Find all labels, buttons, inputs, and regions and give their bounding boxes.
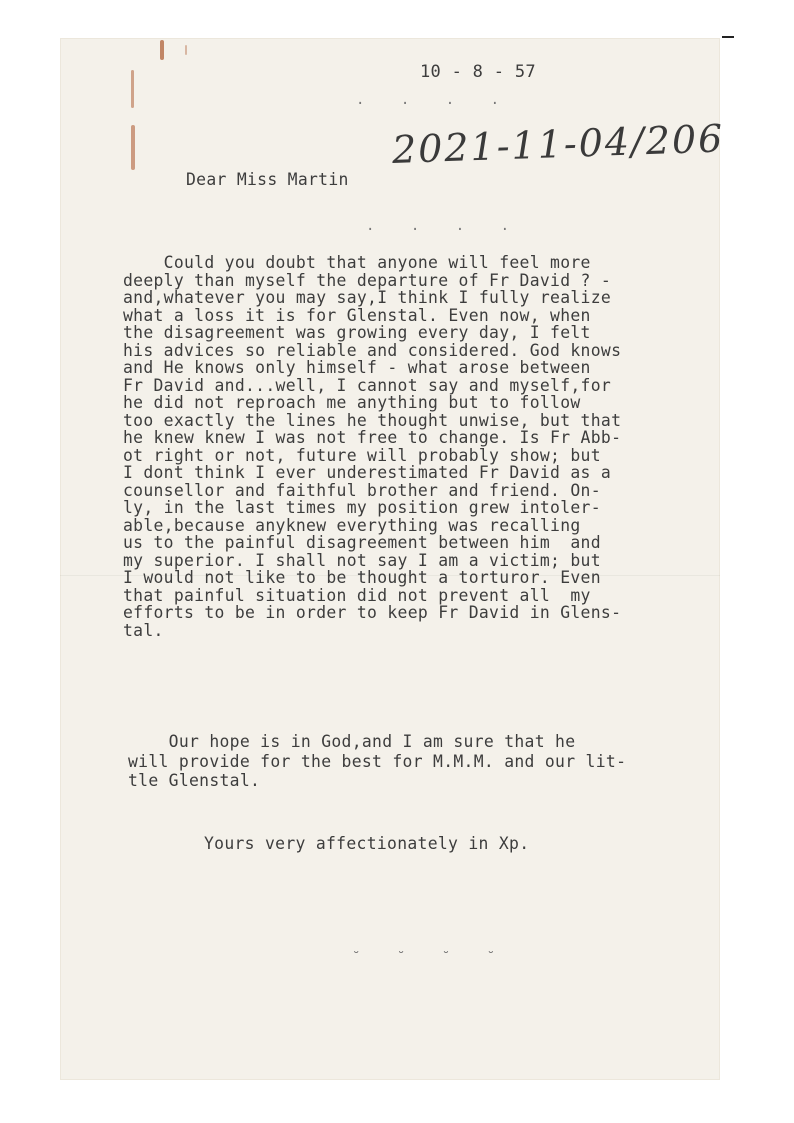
rust-mark <box>160 40 164 60</box>
text-line: his advices so reliable and considered. God knows <box>123 340 622 360</box>
text-line: will provide for the best for M.M.M. and our lit- <box>128 751 627 771</box>
text-line: Fr David and...well, I cannot say and myself,for <box>123 375 612 395</box>
rust-mark <box>185 45 187 55</box>
text-line: that painful situation did not prevent all my <box>123 585 591 605</box>
typed-dots: . . . . <box>356 92 514 108</box>
scan-edge-mark <box>722 36 734 38</box>
text-line: Could you doubt that anyone will feel more <box>123 253 591 272</box>
text-line: able,because anyknew everything was recalling <box>123 515 581 535</box>
typed-dots: ˘ ˘ ˘ ˘ <box>352 950 510 966</box>
text-line: deeply than myself the departure of Fr David ? - <box>123 270 612 290</box>
closing-line: Yours very affectionately in Xp. <box>204 834 530 853</box>
text-line: tle Glenstal. <box>128 771 261 790</box>
text-line: the disagreement was growing every day, I felt <box>123 323 591 342</box>
text-line: he did not reproach me anything but to follow <box>123 393 581 412</box>
typed-dots: . . . . <box>366 218 524 234</box>
paragraph-1 <box>123 254 621 639</box>
text-line: ot right or not, future will probably show; but <box>123 445 601 465</box>
archive-reference: 2021-11-04/206 <box>391 116 726 172</box>
rust-mark <box>131 125 135 170</box>
text-line: too exactly the lines he thought unwise, but that <box>123 410 622 430</box>
text-line: Our hope is in God,and I am sure that he <box>128 732 576 751</box>
text-line: what a loss it is for Glenstal. Even now, when <box>123 305 591 325</box>
text-line: and,whatever you may say,I think I fully realize <box>123 288 612 307</box>
salutation: Dear Miss Martin <box>186 170 349 189</box>
text-line: my superior. I shall not say I am a victim; but <box>123 550 601 570</box>
text-line: efforts to be in order to keep Fr David in Glens- <box>123 603 622 622</box>
text-line: counsellor and faithful brother and friend. On- <box>123 480 601 500</box>
text-line: us to the painful disagreement between him and <box>123 533 601 552</box>
letter-date: 10 - 8 - 57 <box>420 62 536 82</box>
text-line: and He knows only himself - what arose between <box>123 358 591 377</box>
text-line: tal. <box>123 620 164 640</box>
paragraph-2 <box>128 732 626 791</box>
rust-mark <box>131 70 134 108</box>
text-line: I dont think I ever underestimated Fr David as a <box>123 463 612 482</box>
text-line: he knew knew I was not free to change. Is Fr Abb- <box>123 428 622 447</box>
text-line: I would not like to be thought a torturor. Even <box>123 568 601 587</box>
text-line: ly, in the last times my position grew intoler- <box>123 498 601 517</box>
